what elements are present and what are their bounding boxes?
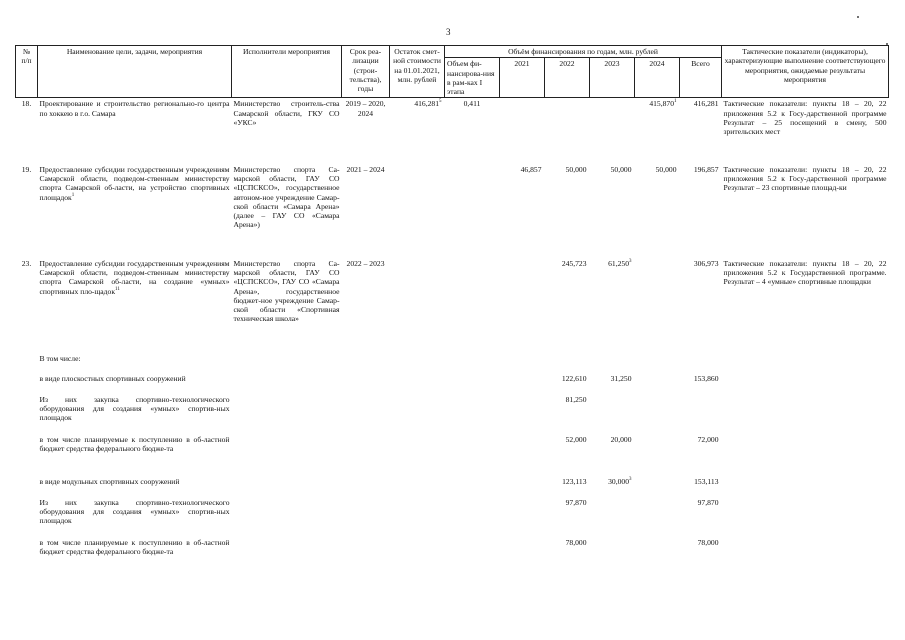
header-total: Всего <box>680 58 722 98</box>
header-stage1: Объем фи-нансирова-ния в рам-ках I этапа <box>445 58 500 98</box>
sub-row <box>16 395 889 435</box>
header-term: Срок реа-лизации (строи-тельства), годы <box>342 46 390 98</box>
table-header <box>16 46 889 98</box>
header-2023: 2023 <box>590 58 635 98</box>
table-row <box>16 98 889 164</box>
sub-row-label: в том числе планируемые к поступлению в об-ластной бюджет средства федерального бюдже-та <box>39 537 230 556</box>
row-number: 19. <box>21 164 32 174</box>
sub-row-label: Из них закупка спортивно-технологического оборудования для создания «умных» спортив-ных площадок <box>39 394 230 423</box>
sub-row-2022: 81,250 <box>565 394 587 404</box>
sub-row-total: 153,113 <box>694 476 719 486</box>
sub-row-2022 <box>545 354 590 374</box>
header-2021: 2021 <box>500 58 545 98</box>
sub-row-total <box>680 395 722 435</box>
sub-row <box>16 477 889 498</box>
sub-row <box>16 374 889 395</box>
row-term: 2021 – 2024 <box>346 164 385 174</box>
row-stage1 <box>445 258 500 354</box>
row-2023: 61,250$^3$ <box>608 258 632 268</box>
sub-row-2022: 123,113 <box>562 476 587 486</box>
row-stage1 <box>445 164 500 258</box>
header-name: Наименование цели, задачи, мероприятия <box>38 46 232 98</box>
row-2022 <box>545 98 590 164</box>
scan-speck <box>857 16 859 18</box>
header-indicators: Тактические показатели (индикаторы), характеризующие выполнение соответствующего мероприятия, ожидаемые результаты мероприятия <box>722 46 889 98</box>
row-remainder <box>390 164 445 258</box>
sub-row-2023: 31,250 <box>610 373 632 383</box>
row-executors: Министерство спорта Са-марской области, ГАУ СО «ЦСПСКСО», ГАУ СО «Самара Арена», государственное бюджет-ное учреждение Самар-ской области «Спортивная техническая школа» <box>233 258 340 324</box>
sub-row-2022: 97,870 <box>565 497 587 507</box>
sub-row-2022: 78,000 <box>565 537 587 547</box>
row-name: Проектирование и строительство регионально-го центра по хоккею в г.о. Самара <box>38 98 232 164</box>
row-number: 23. <box>21 258 32 268</box>
row-2024: 415,870$^1$ <box>635 98 680 164</box>
sub-row-label: В том числе: <box>39 353 81 363</box>
page-number: 3 <box>446 27 451 37</box>
sub-row-2022: 52,000 <box>565 434 587 444</box>
row-executors: Министерство спорта Са-марской области, ГАУ СО «ЦСПСКСО», государственное автоном-ное учреждение Самар-ской области «Самара Арена» (далее – ГАУ СО «Самара Арена») <box>233 164 340 230</box>
row-term: 2022 – 2023 <box>346 258 385 268</box>
row-2022: 245,723 <box>561 258 587 268</box>
sub-row-total: 153,860 <box>693 373 719 383</box>
row-2021 <box>500 258 545 354</box>
sub-row-2023: 20,000 <box>610 434 632 444</box>
header-executors: Исполнители мероприятия <box>232 46 342 98</box>
header-2024: 2024 <box>635 58 680 98</box>
row-indicators: Тактические показатели: пункты 18 – 20, 22 приложения 5.2 к Госу-дарственной программе Результат – 25 посещений в смену, 500 зрительских мест <box>722 98 889 164</box>
row-remainder <box>390 258 445 354</box>
sub-row-label: в том числе планируемые к поступлению в об-ластной бюджет средства федерального бюдже-та <box>39 434 230 453</box>
row-total: 306,973 <box>693 258 719 268</box>
row-2024 <box>635 258 680 354</box>
row-name: Предоставление субсидии государственным учреждениям Самарской области, подведом-ственным министерству спорта Самарской об-ласти, на устройство спортивных площадок$^1$ <box>39 164 230 202</box>
sub-row <box>16 354 889 374</box>
header-remainder: Остаток смет-ной стоимости на 01.01.2021, млн. рублей <box>390 46 445 98</box>
sub-row-total: 72,000 <box>697 434 719 444</box>
sub-row-2023 <box>590 538 635 574</box>
sub-row <box>16 538 889 574</box>
row-total: 416,281 <box>680 98 722 164</box>
sub-row-label: Из них закупка спортивно-технологического оборудования для создания «умных» спортив-ных площадок <box>39 497 230 526</box>
sub-row-label: в виде модульных спортивных сооружений <box>39 476 180 486</box>
row-term: 2019 – 2020, 2024 <box>342 98 390 164</box>
table-row <box>16 258 889 354</box>
row-2023 <box>590 98 635 164</box>
sub-row <box>16 435 889 477</box>
sub-row-label: в виде плоскостных спортивных сооружений <box>39 373 186 383</box>
sub-row-2022: 122,610 <box>561 373 587 383</box>
row-indicators: Тактические показатели: пункты 18 – 20, 22 приложения 5.2 к Госу-дарственной программе Результат – 23 спортивные площад-ки <box>723 164 887 193</box>
row-2023: 50,000 <box>610 164 632 174</box>
sub-row-2023 <box>590 498 635 538</box>
row-name: Предоставление субсидии государственным учреждениям Самарской области, подведом-ственным министерству спорта Самарской об-ласти, на создание «умных» спортивных пло-щадок$^{11}$ <box>39 258 230 296</box>
row-stage1: 0,411 <box>445 98 500 164</box>
table-row <box>16 164 889 258</box>
header-2022: 2022 <box>545 58 590 98</box>
header-financing-group: Объём финансирования по годам, млн. рублей <box>445 46 722 58</box>
row-2024: 50,000 <box>655 164 677 174</box>
sub-row-total <box>680 354 722 374</box>
row-2022: 50,000 <box>565 164 587 174</box>
sub-row-2023 <box>590 354 635 374</box>
row-number: 18. <box>16 98 38 164</box>
sub-row-total: 97,870 <box>697 497 719 507</box>
sub-row-total: 78,000 <box>697 537 719 547</box>
row-remainder: 416,281$^5$ <box>390 98 445 164</box>
row-indicators: Тактические показатели: пункты 18 – 20, 22 приложения 5.2 к Государственной программе. Результат – 4 «умные» спортивные площадки <box>723 258 887 287</box>
row-total: 196,857 <box>693 164 719 174</box>
sub-row-2023 <box>590 395 635 435</box>
row-2021: 46,857 <box>520 164 542 174</box>
sub-row-2023: 30,000$^3$ <box>608 476 632 486</box>
row-2021 <box>500 98 545 164</box>
row-executors: Министерство строитель-ства Самарской области, ГКУ СО «УКС» <box>232 98 342 164</box>
sub-row <box>16 498 889 538</box>
financing-table <box>15 45 889 574</box>
header-num: № п/п <box>16 46 38 98</box>
